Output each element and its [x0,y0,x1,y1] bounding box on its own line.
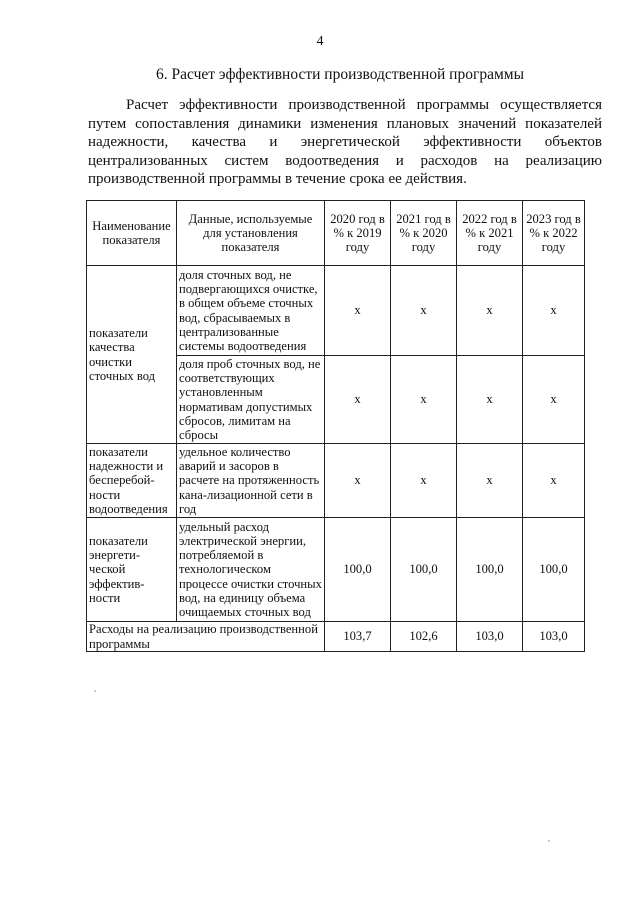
table-header-row [87,201,585,266]
page-number: 4 [316,34,324,49]
table-total-row [87,622,585,652]
value-cell: 100,0 [523,518,585,622]
total-label-cell: Расходы на реализацию производственной программы [87,622,325,652]
indicator-name-cell: показатели энергети-ческой эффектив-ности [87,518,177,622]
value-cell: x [325,266,391,356]
data-description-cell: доля проб сточных вод, не соответствующих установленным нормативам допустимых сбросов, лимитам на сбросы [177,356,325,444]
efficiency-table [86,200,585,652]
table-row [87,444,585,518]
intro-line: централизованных систем водоотведения и расходов на реализацию [88,152,602,169]
value-cell: x [523,266,585,356]
value-cell: x [523,444,585,518]
indicator-name-cell: показатели качества очистки сточных вод [87,266,177,444]
value-cell: x [457,356,523,444]
value-cell: x [391,444,457,518]
header-data-used: Данные, используемые для установления показателя [177,201,325,266]
scan-speck [548,840,550,842]
value-cell: 100,0 [457,518,523,622]
scan-speck [94,690,96,692]
total-value-cell: 103,0 [523,622,585,652]
value-cell: x [457,266,523,356]
table-row [87,518,585,622]
header-year-2023: 2023 год в % к 2022 году [523,201,585,266]
indicator-name-cell: показатели надежности и бесперебой-ности водоотведения [87,444,177,518]
intro-line: производственной программы в течение срока ее действия. [88,171,467,188]
value-cell: x [391,356,457,444]
data-description-cell: удельный расход электрической энергии, потребляемой в технологическом процессе очистки сточных вод, на единицу объема очищаемых сточных вод [177,518,325,622]
total-value-cell: 103,0 [457,622,523,652]
table-row [87,266,585,356]
header-year-2022: 2022 год в % к 2021 году [457,201,523,266]
data-description-cell: удельное количество аварий и засоров в расчете на протяженность кана-лизационной сети в год [177,444,325,518]
intro-line: надежности, качества и энергетической эффективности объектов [88,134,602,151]
value-cell: x [325,444,391,518]
header-indicator-name: Наименование показателя [87,201,177,266]
intro-line: путем сопоставления динамики изменения плановых значений показателей [88,115,602,132]
value-cell: x [391,266,457,356]
section-title: 6. Расчет эффективности производственной программы [156,66,524,83]
value-cell: x [325,356,391,444]
header-year-2021: 2021 год в % к 2020 году [391,201,457,266]
intro-paragraph [88,96,602,189]
header-year-2020: 2020 год в % к 2019 году [325,201,391,266]
total-value-cell: 102,6 [391,622,457,652]
value-cell: x [457,444,523,518]
value-cell: 100,0 [325,518,391,622]
total-value-cell: 103,7 [325,622,391,652]
value-cell: 100,0 [391,518,457,622]
value-cell: x [523,356,585,444]
intro-line: Расчет эффективности производственной программы осуществляется [126,97,602,113]
data-description-cell: доля сточных вод, не подвергающихся очистке, в общем объеме сточных вод, сбрасываемых в централизованные системы водоотведения [177,266,325,356]
